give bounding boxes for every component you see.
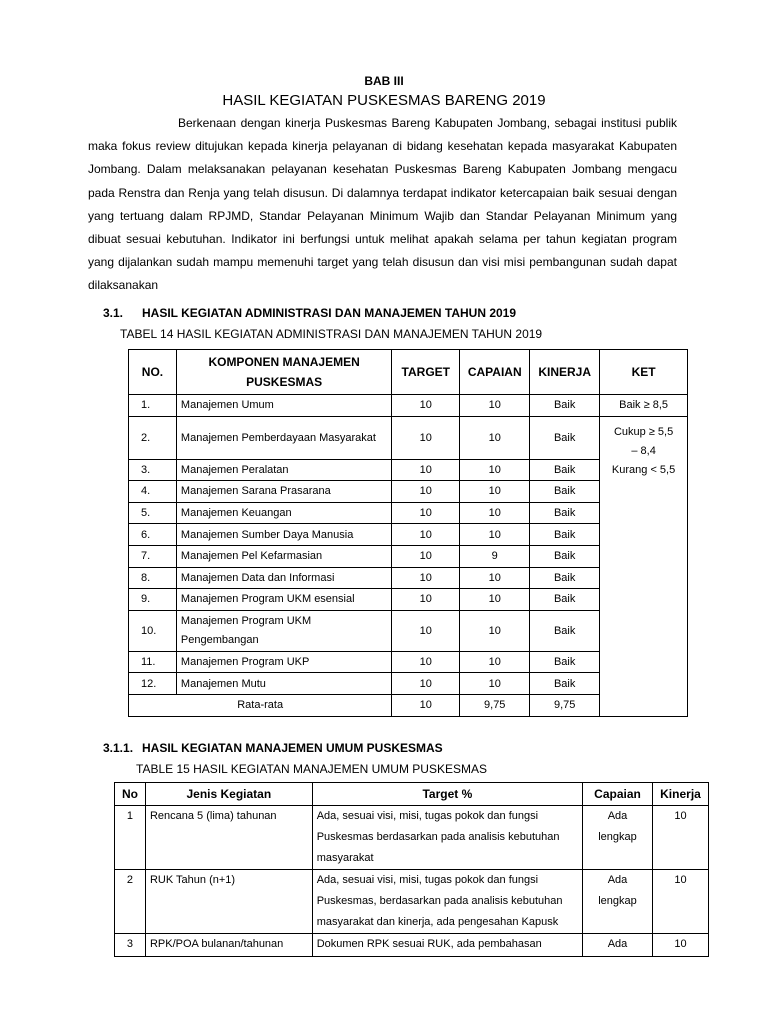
col-header-ket: KET	[600, 350, 688, 395]
col-header-no: NO.	[129, 350, 177, 395]
table-row: 5. Manajemen Keuangan 10 10 Baik	[129, 502, 688, 524]
table-14	[128, 349, 688, 717]
table-row-average: Rata-rata 10 9,75 9,75	[129, 694, 688, 716]
table-15-caption: TABLE 15 HASIL KEGIATAN MANAJEMEN UMUM PUSKESMAS	[136, 762, 487, 776]
col-header-no: No	[115, 783, 146, 806]
intro-paragraph: Berkenaan dengan kinerja Puskesmas Bareng Kabupaten Jombang, sebagai institusi publik maka fokus review ditujukan kepada kinerja pelayanan di bidang kesehatan kepada masyarakat Kabupaten Jombang. Dalam melaksanakan pelayanan kesehatan Puskesmas Bareng Kabupaten Jombang mengacu pada Renstra dan Renja yang telah disusun. Di dalamnya terdapat indikator ketercapaian baik sesuai dengan yang tertuang dalam RPJMD, Standar Pelayanan Minimum Wajib dan Standar Pelayanan Minimum yang dibuat sesuai kebutuhan. Indikator ini berfungsi untuk melihat apakah selama per tahun kegiatan program yang dijalankan sudah mampu memenuhi target yang telah disusun dan visi misi pembangunan sudah dapat dilaksanakan	[88, 116, 677, 293]
col-header-kinerja: KINERJA	[530, 350, 600, 395]
table-row: 4. Manajemen Sarana Prasarana 10 10 Baik	[129, 481, 688, 503]
table-row: 1. Manajemen Umum 10 10 Baik Baik ≥ 8,5	[129, 395, 688, 417]
table-14-caption: TABEL 14 HASIL KEGIATAN ADMINISTRASI DAN MANAJEMEN TAHUN 2019	[120, 327, 543, 341]
col-header-target: Target %	[312, 783, 582, 806]
col-header-jenis: Jenis Kegiatan	[145, 783, 312, 806]
table-row: 10. Manajemen Program UKM Pengembangan 10 10 Baik	[129, 610, 688, 651]
chapter-title: HASIL KEGIATAN PUSKESMAS BARENG 2019	[222, 92, 546, 109]
col-header-target: TARGET	[392, 350, 460, 395]
chapter-label: BAB III	[364, 74, 404, 88]
table-header-row	[115, 783, 709, 806]
table-row: 2 RUK Tahun (n+1) Ada, sesuai visi, misi, tugas pokok dan fungsi Puskesmas, berdasarkan pada analisis kebutuhan masyarakat dan kinerja, ada pengesahan Kapusk Ada lengkap 10	[115, 870, 709, 934]
table-header-row	[129, 350, 688, 395]
ket-legend: Cukup ≥ 5,5 – 8,4 Kurang < 5,5	[600, 416, 688, 716]
table-row: 1 Rencana 5 (lima) tahunan Ada, sesuai visi, misi, tugas pokok dan fungsi Puskesmas berdasarkan pada analisis kebutuhan masyarakat Ada lengkap 10	[115, 806, 709, 870]
col-header-komponen: KOMPONEN MANAJEMEN PUSKESMAS	[176, 350, 391, 395]
table-row: 7. Manajemen Pel Kefarmasian 10 9 Baik	[129, 545, 688, 567]
col-header-capaian: CAPAIAN	[460, 350, 530, 395]
table-row: 2. Manajemen Pemberdayaan Masyarakat 10 10 Baik Cukup ≥ 5,5 – 8,4 Kurang < 5,5	[129, 416, 688, 459]
table-15	[114, 782, 709, 957]
section-3-1-1-heading: 3.1.1. HASIL KEGIATAN MANAJEMEN UMUM PUSKESMAS	[103, 741, 443, 755]
col-header-kinerja: Kinerja	[652, 783, 708, 806]
section-3-1-heading: 3.1. HASIL KEGIATAN ADMINISTRASI DAN MANAJEMEN TAHUN 2019	[103, 306, 517, 320]
table-row: 9. Manajemen Program UKM esensial 10 10 Baik	[129, 589, 688, 611]
table-row: 12. Manajemen Mutu 10 10 Baik	[129, 673, 688, 695]
table-row: 11. Manajemen Program UKP 10 10 Baik	[129, 651, 688, 673]
table-row: 3 RPK/POA bulanan/tahunan Dokumen RPK sesuai RUK, ada pembahasan Ada 10	[115, 934, 709, 957]
table-row: 8. Manajemen Data dan Informasi 10 10 Baik	[129, 567, 688, 589]
table-row: 3. Manajemen Peralatan 10 10 Baik	[129, 459, 688, 481]
col-header-capaian: Capaian	[583, 783, 653, 806]
ket-baik: Baik ≥ 8,5	[600, 395, 688, 417]
table-row: 6. Manajemen Sumber Daya Manusia 10 10 Baik	[129, 524, 688, 546]
